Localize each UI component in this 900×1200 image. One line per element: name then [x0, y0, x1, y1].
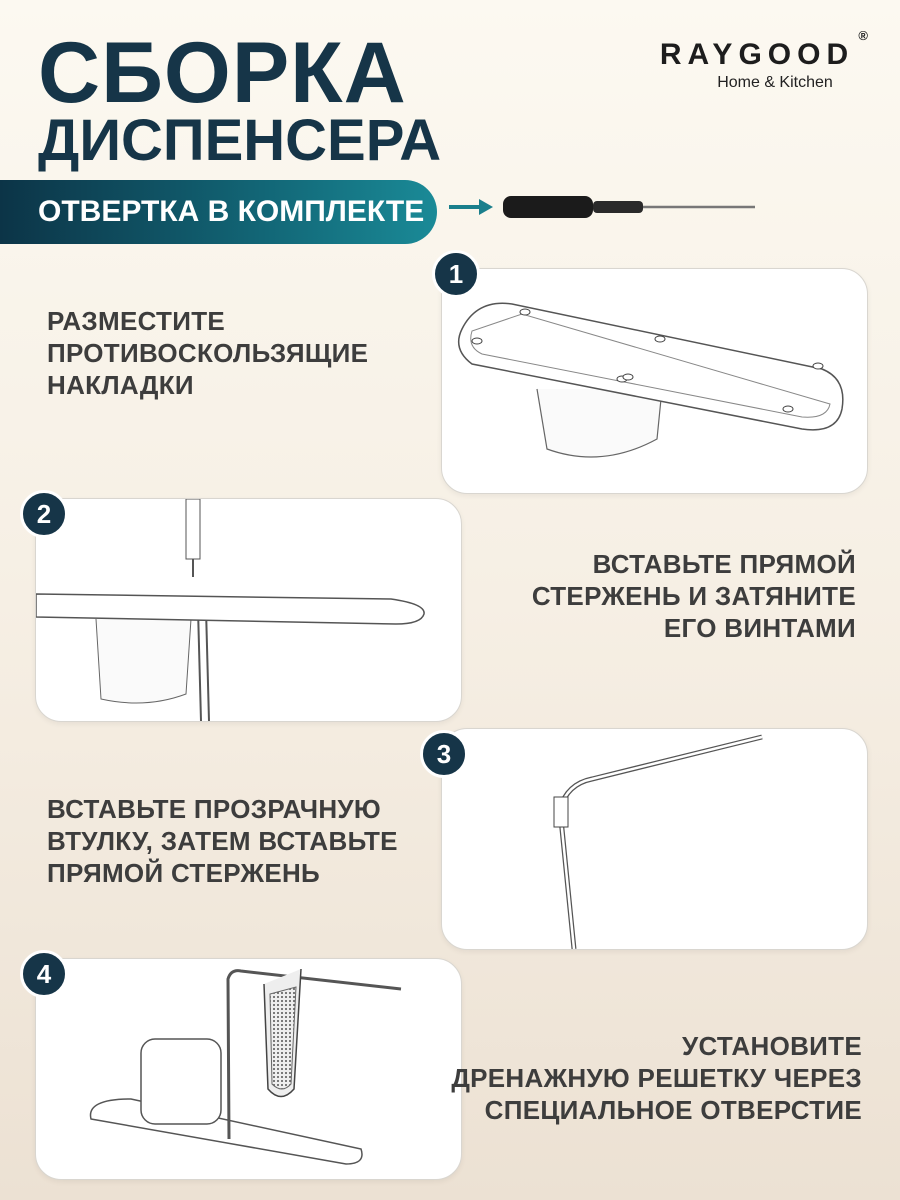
- page-title: СБОРКА: [38, 25, 407, 121]
- step-3-line: ПРЯМОЙ СТЕРЖЕНЬ: [47, 858, 321, 888]
- step-4-line: СПЕЦИАЛЬНОЕ ОТВЕРСТИЕ: [484, 1095, 862, 1125]
- step-1-line: РАЗМЕСТИТЕ: [47, 306, 226, 336]
- step-4-illustration-panel: [35, 958, 462, 1180]
- step-1-line: ПРОТИВОСКОЛЬЗЯЩИЕ: [47, 338, 369, 368]
- screwdriver-icon: [503, 196, 755, 218]
- step-1-illustration-panel: [441, 268, 868, 494]
- page-subtitle: ДИСПЕНСЕРА: [38, 108, 442, 173]
- drain-grate-drawing: [36, 959, 461, 1179]
- step-4-badge: 4: [20, 950, 68, 998]
- screwdriver-included-banner: ОТВЕРТКА В КОМПЛЕКТЕ: [0, 180, 437, 244]
- logo-tagline: Home & Kitchen: [717, 74, 833, 91]
- step-3-badge: 3: [420, 730, 468, 778]
- arrow-icon: [449, 199, 493, 215]
- step-2-illustration-panel: [35, 498, 462, 722]
- step-3-illustration-panel: [441, 728, 868, 950]
- brand-logo: [652, 28, 868, 92]
- step-4-line: УСТАНОВИТЕ: [681, 1031, 862, 1061]
- step-1-instruction: [47, 305, 368, 401]
- step-3-line: ВТУЛКУ, ЗАТЕМ ВСТАВЬТЕ: [47, 826, 398, 856]
- step-1-line: НАКЛАДКИ: [47, 370, 194, 400]
- step-1-badge: 1: [432, 250, 480, 298]
- step-2-badge: 2: [20, 490, 68, 538]
- step-3-line: ВСТАВЬТЕ ПРОЗРАЧНУЮ: [47, 794, 382, 824]
- registered-mark: ®: [858, 28, 868, 43]
- step-2-line: ЕГО ВИНТАМИ: [663, 613, 856, 643]
- step-2-line: СТЕРЖЕНЬ И ЗАТЯНИТЕ: [531, 581, 856, 611]
- step-2-instruction: [532, 548, 856, 644]
- step-4-line: ДРЕНАЖНУЮ РЕШЕТКУ ЧЕРЕЗ: [451, 1063, 862, 1093]
- bent-rod-sleeve-drawing: [442, 729, 867, 949]
- rod-screw-drawing: [36, 499, 461, 721]
- step-4-instruction: [451, 1030, 862, 1126]
- step-2-line: ВСТАВЬТЕ ПРЯМОЙ: [592, 549, 856, 579]
- arrow-screwdriver-illustration: [445, 190, 765, 230]
- step-3-instruction: [47, 793, 398, 889]
- logo-brand-name: RAYGOOD: [659, 38, 855, 71]
- base-tray-with-pads-drawing: [442, 269, 867, 493]
